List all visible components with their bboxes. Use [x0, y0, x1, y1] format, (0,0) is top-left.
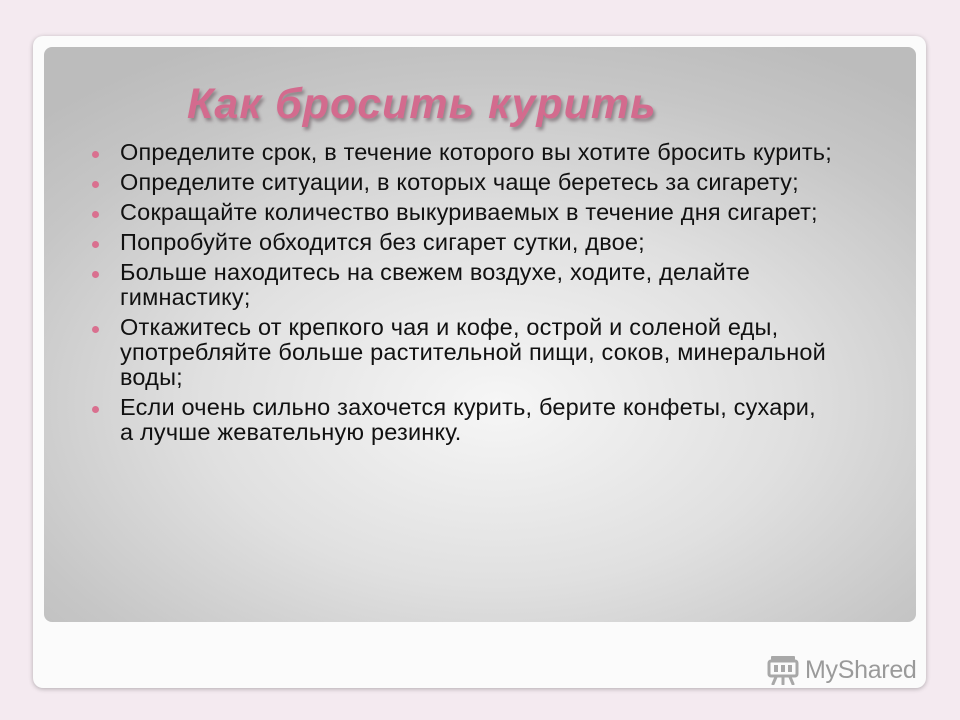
- list-item-text: Откажитесь от крепкого чая и кофе, острой и соленой еды, употребляйте больше растительной пищи, соков, минеральной воды;: [120, 314, 826, 390]
- list-item: [92, 170, 832, 195]
- list-item-text: Если очень сильно захочется курить, берите конфеты, сухари, а лучше жевательную резинку.: [120, 394, 816, 445]
- list-item-text: Определите срок, в течение которого вы хотите бросить курить;: [120, 139, 832, 165]
- list-item: [92, 260, 832, 310]
- list-item: [92, 140, 832, 165]
- bullet-dot-icon: [92, 271, 99, 278]
- watermark-text: MyShared: [805, 655, 917, 684]
- list-item-text: Определите ситуации, в которых чаще беретесь за сигарету;: [120, 169, 799, 195]
- watermark-logo: [767, 655, 917, 685]
- list-item-text: Больше находитесь на свежем воздухе, ходите, делайте гимнастику;: [120, 259, 750, 310]
- list-item: [92, 230, 832, 255]
- list-item: [92, 395, 832, 445]
- bullet-dot-icon: [92, 181, 99, 188]
- bullet-dot-icon: [92, 406, 99, 413]
- list-item: [92, 315, 832, 390]
- list-item: [92, 200, 832, 225]
- presentation-board-icon: [767, 655, 799, 685]
- bullet-dot-icon: [92, 151, 99, 158]
- list-item-text: Попробуйте обходится без сигарет сутки, двое;: [120, 229, 645, 255]
- bullet-dot-icon: [92, 241, 99, 248]
- list-item-text: Сокращайте количество выкуриваемых в течение дня сигарет;: [120, 199, 818, 225]
- bullet-list: [92, 140, 832, 450]
- bullet-dot-icon: [92, 326, 99, 333]
- slide-title: Как бросить курить: [187, 80, 657, 128]
- bullet-dot-icon: [92, 211, 99, 218]
